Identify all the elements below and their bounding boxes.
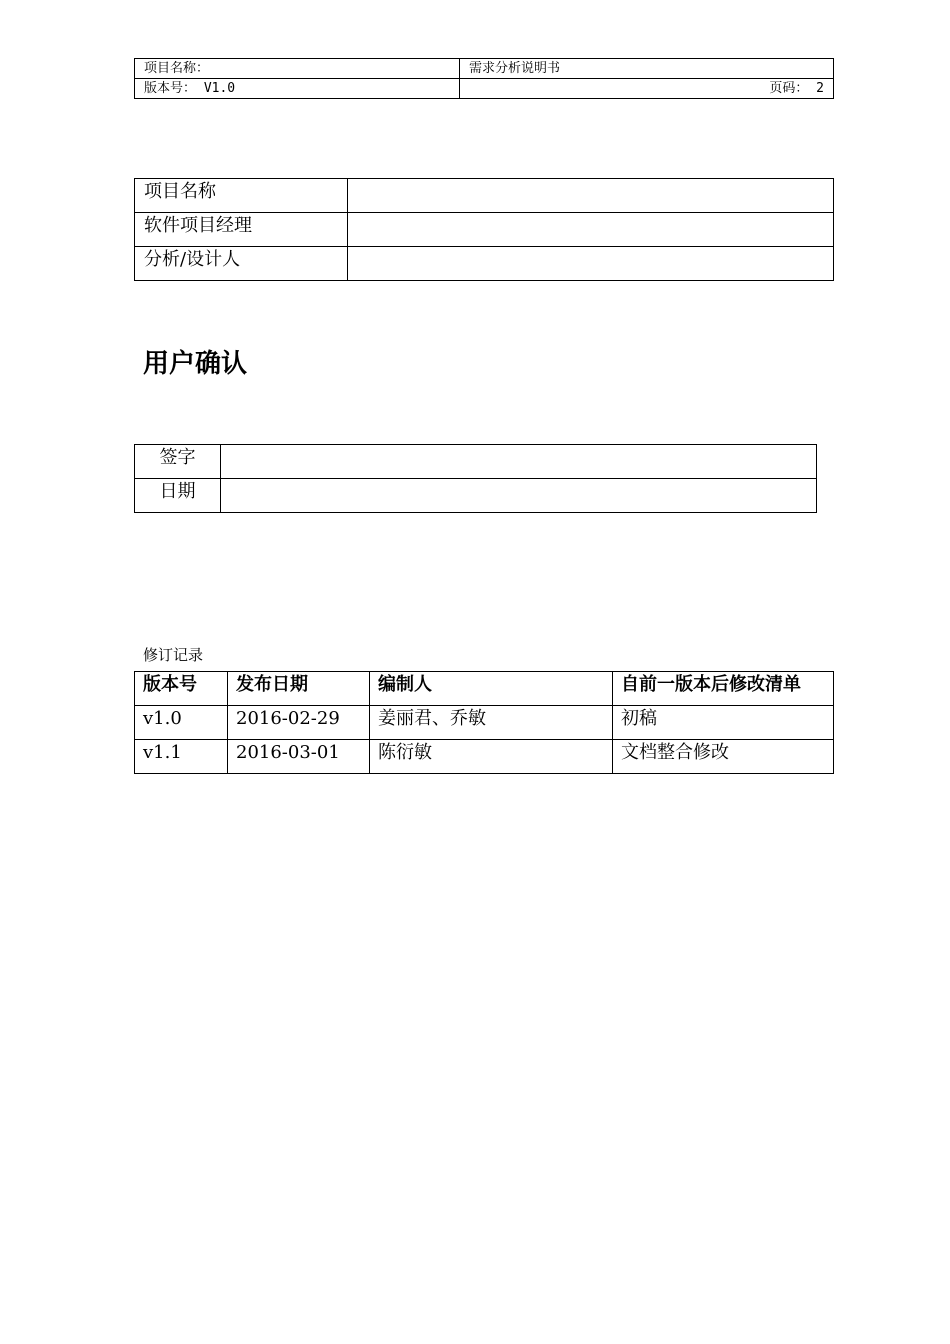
column-header-changes: 自前一版本后修改清单	[613, 672, 834, 706]
user-confirm-table	[134, 444, 817, 513]
signature-label: 签字	[135, 445, 221, 479]
page-header-row	[135, 59, 834, 79]
page-header-row	[135, 79, 834, 99]
table-row	[135, 247, 834, 281]
info-value[interactable]	[348, 213, 834, 247]
table-row	[135, 213, 834, 247]
doc-title: 需求分析说明书	[460, 59, 834, 79]
info-label: 软件项目经理	[135, 213, 348, 247]
table-row	[135, 179, 834, 213]
version-label: 版本号： V1.0	[135, 79, 460, 99]
signature-field[interactable]	[221, 445, 817, 479]
column-header-author: 编制人	[370, 672, 613, 706]
column-header-version: 版本号	[135, 672, 228, 706]
info-label: 分析/设计人	[135, 247, 348, 281]
info-value[interactable]	[348, 247, 834, 281]
revision-table	[134, 671, 834, 774]
cell-author: 陈衍敏	[370, 740, 613, 774]
page-header-table	[134, 58, 834, 99]
table-row	[135, 479, 817, 513]
project-info-table	[134, 178, 834, 281]
page-number-label: 页码： 2	[460, 79, 834, 99]
revision-caption: 修订记录	[143, 646, 204, 664]
cell-changes: 文档整合修改	[613, 740, 834, 774]
table-row	[135, 706, 834, 740]
cell-changes: 初稿	[613, 706, 834, 740]
cell-date: 2016-03-01	[228, 740, 370, 774]
user-confirm-heading: 用户确认	[143, 349, 248, 379]
cell-author: 姜丽君、乔敏	[370, 706, 613, 740]
cell-version: v1.0	[135, 706, 228, 740]
table-row	[135, 740, 834, 774]
cell-date: 2016-02-29	[228, 706, 370, 740]
info-label: 项目名称	[135, 179, 348, 213]
table-header-row	[135, 672, 834, 706]
info-value[interactable]	[348, 179, 834, 213]
table-row	[135, 445, 817, 479]
column-header-date: 发布日期	[228, 672, 370, 706]
cell-version: v1.1	[135, 740, 228, 774]
project-name-label: 项目名称：	[135, 59, 460, 79]
date-field[interactable]	[221, 479, 817, 513]
date-label: 日期	[135, 479, 221, 513]
